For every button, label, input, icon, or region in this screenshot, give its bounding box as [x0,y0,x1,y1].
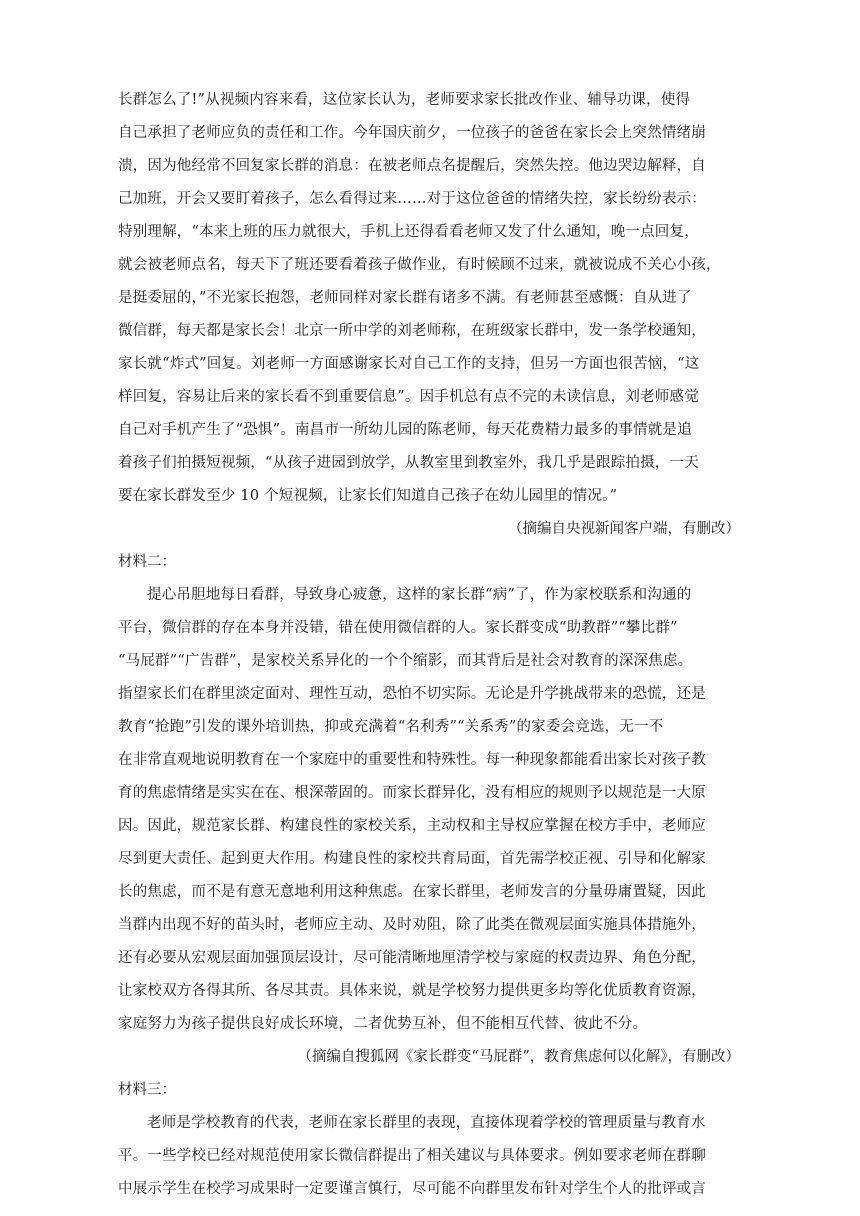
text-line: 还有必要从宏观层面加强顶层设计，尽可能清晰地厘清学校与家庭的权责边界、角色分配， [118,950,706,966]
material-2-section [118,546,746,1074]
text-line: 样回复，容易让后来的家长看不到重要信息”。因手机总有点不完的未读信息，刘老师感觉 [118,389,699,405]
text-line: 在非常直观地说明教育在一个家庭中的重要性和特殊性。每一种现象都能看出家长对孩子教 [118,752,706,768]
material-3-section [118,1074,746,1206]
text-line: “马屁群”“广告群”，是家校关系异化的一个个缩影，而其背后是社会对教育的深深焦虑。 [118,653,693,669]
text-line: 自己承担了老师应负的责任和工作。今年国庆前夕，一位孩子的爸爸在家长会上突然情绪崩 [118,125,706,141]
text-line: 老师是学校教育的代表，老师在家长群里的表现，直接体现着学校的管理质量与教育水 [147,1115,706,1131]
text-line: 当群内出现不好的苗头时，老师应主动、及时劝阻，除了此类在微观层面实施具体措施外， [118,917,706,933]
text-line: 长群怎么了!”从视频内容来看，这位家长认为，老师要求家长批改作业、辅导功课，使得 [118,92,691,108]
text-line: 教育“抢跑”引发的课外培训热，抑或充满着“名利秀”“关系秀”的家委会竞选，无一不 [118,719,664,735]
source-citation-1: （摘编自央视新闻客户端，有删改） [508,521,740,537]
text-line: 家长就“炸式”回复。刘老师一方面感谢家长对自己工作的支持，但另一方面也很苦恼，“这 [118,356,700,372]
text-line: 着孩子们拍摄短视频，“从孩子进园到放学，从教室里到教室外，我几乎是跟踪拍摄，一天 [118,455,699,471]
text-line: 就会被老师点名，每天下了班还要看着孩子做作业，有时候顾不过来，就被说成不关心小孩， [118,257,721,273]
text-line: 己加班，开会又要盯着孩子，怎么看得过来……对于这位爸爸的情绪失控，家长纷纷表示： [118,191,706,207]
text-line: 溃，因为他经常不回复家长群的消息：在被老师点名提醒后，突然失控。他边哭边解释，自 [118,158,706,174]
text-line: 中展示学生在校学习成果时一定要谨言慎行，尽可能不向群里发布针对学生个人的批评或言 [118,1181,706,1197]
text-line: 自己对手机产生了“恐惧”。南昌市一所幼儿园的陈老师，每天花费精力最多的事情就是追 [118,422,692,438]
document-page [118,84,746,1206]
text-line: 特别理解，“本来上班的压力就很大，手机上还得看看老师又发了什么通知，晚一点回复， [118,224,699,240]
text-line: 微信群，每天都是家长会！北京一所中学的刘老师称，在班级家长群中，发一条学校通知， [118,323,706,339]
text-line: 长的焦虑，而不是有意无意地利用这种焦虑。在家长群里，老师发言的分量毋庸置疑，因此 [118,884,706,900]
source-citation-2: （摘编自搜狐网《家长群变“马屁群”，教育焦虑何以化解》，有删改） [297,1049,740,1065]
text-line: 平。一些学校已经对规范使用家长微信群提出了相关建议与具体要求。例如要求老师在群聊 [118,1148,706,1164]
text-line: 尽到更大责任、起到更大作用。构建良性的家校共育局面，首先需学校正视、引导和化解家 [118,851,706,867]
text-line: 要在家长群发至少 10 个短视频，让家长们知道自己孩子在幼儿园里的情况。” [118,488,618,504]
text-line: 是挺委屈的，”不光家长抱怨，老师同样对家长群有诸多不满。有老师甚至感慨：自从进了 [118,290,692,306]
text-line: 指望家长们在群里淡定面对、理性互动，恐怕不切实际。无论是升学挑战带来的恐慌，还是 [118,686,706,702]
text-line: 家庭努力为孩子提供良好成长环境，二者优势互补，但不能相互代替、彼此不分。 [118,1016,648,1032]
text-line: 因。因此，规范家长群、构建良性的家校关系，主动权和主导权应掌握在校方手中，老师应 [118,818,706,834]
material-2-heading: 材料二： [118,554,176,570]
material-3-heading: 材料三： [118,1082,176,1098]
text-line: 让家校双方各得其所、各尽其责。具体来说，就是学校努力提供更多均等化优质教育资源， [118,983,706,999]
text-line: 育的焦虑情绪是实实在在、根深蒂固的。而家长群异化，没有相应的规则予以规范是一大原 [118,785,706,801]
text-line: 平台，微信群的存在本身并没错，错在使用微信群的人。家长群变成“助教群”“攀比群” [118,620,678,636]
text-line: 提心吊胆地每日看群，导致身心疲惫，这样的家长群“病”了，作为家校联系和沟通的 [147,587,692,603]
passage-block-1 [118,84,746,546]
